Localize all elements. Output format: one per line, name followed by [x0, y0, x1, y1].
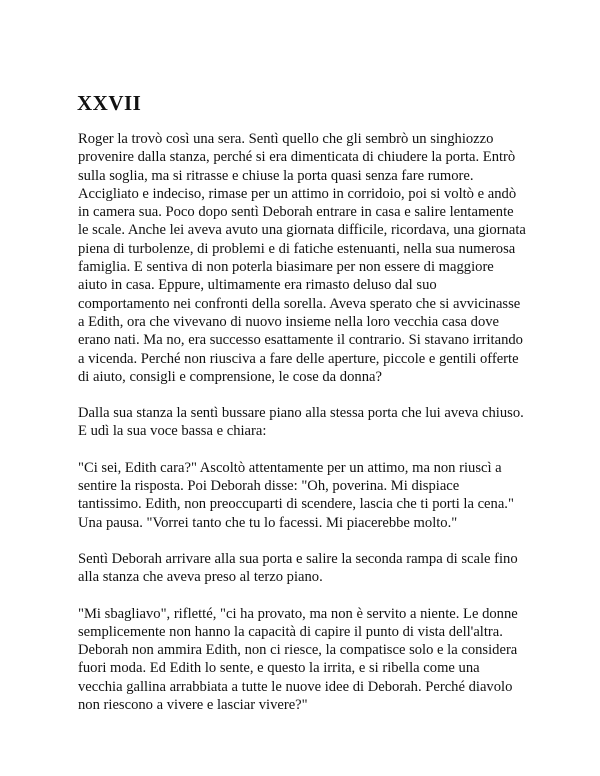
paragraph-4: Sentì Deborah arrivare alla sua porta e salire la seconda rampa di scale fino alla stanza che aveva preso al terzo piano.: [78, 550, 518, 586]
paragraph-5: "Mi sbagliavo", rifletté, "ci ha provato, ma non è servito a niente. Le donne semplicemente non hanno la capacità di capire il punto di vista dell'altra. Deborah non ammira Edith, non ci riesce, la compatisce solo e la considera fuori moda. Ed Edith lo sente, e questo la irrita, e si ribella come una vecchia gallina arrabbiata a tutte le nuove idee di Deborah. Perché diavolo non riescono a vivere e lasciar vivere?": [78, 605, 518, 714]
chapter-title: XXVII: [77, 91, 142, 115]
paragraph-1: Roger la trovò così una sera. Sentì quello che gli sembrò un singhiozzo provenire dalla stanza, perché si era dimenticata di chiudere la porta. Entrò sulla soglia, ma si ritrasse e chiuse la porta quasi senza fare rumore. Accigliato e indeciso, rimase per un attimo in corridoio, poi si voltò e andò in camera sua. Poco dopo sentì Deborah entrare in casa e salire lentamente le scale. Anche lei aveva avuto una giornata difficile, ricordava, una giornata piena di turbolenze, di problemi e di fatiche estenuanti, nella sua numerosa famiglia. E sentiva di non poterla biasimare per non essere di maggiore aiuto in casa. Eppure, ultimamente era rimasto deluso dal suo comportamento nei confronti della sorella. Aveva sperato che si avvicinasse a Edith, ora che vivevano di nuovo insieme nella loro vecchia casa dove erano nati. Ma no, era successo esattamente il contrario. Si stavano irritando a vicenda. Perché non riusciva a fare delle aperture, piccole e gentili offerte di aiuto, consigli e comprensione, le cose da donna?: [78, 131, 526, 385]
paragraph-3: "Ci sei, Edith cara?" Ascoltò attentamente per un attimo, ma non riuscì a sentire la risposta. Poi Deborah disse: "Oh, poverina. Mi dispiace tantissimo. Edith, non preoccuparti di scendere, lascia che ti porti la cena." Una pausa. "Vorrei tanto che tu lo facessi. Mi piacerebbe molto.": [78, 459, 514, 531]
paragraph-2: Dalla sua stanza la sentì bussare piano alla stessa porta che lui aveva chiuso. E udì la sua voce bassa e chiara:: [78, 405, 524, 440]
chapter-body: [78, 130, 526, 732]
